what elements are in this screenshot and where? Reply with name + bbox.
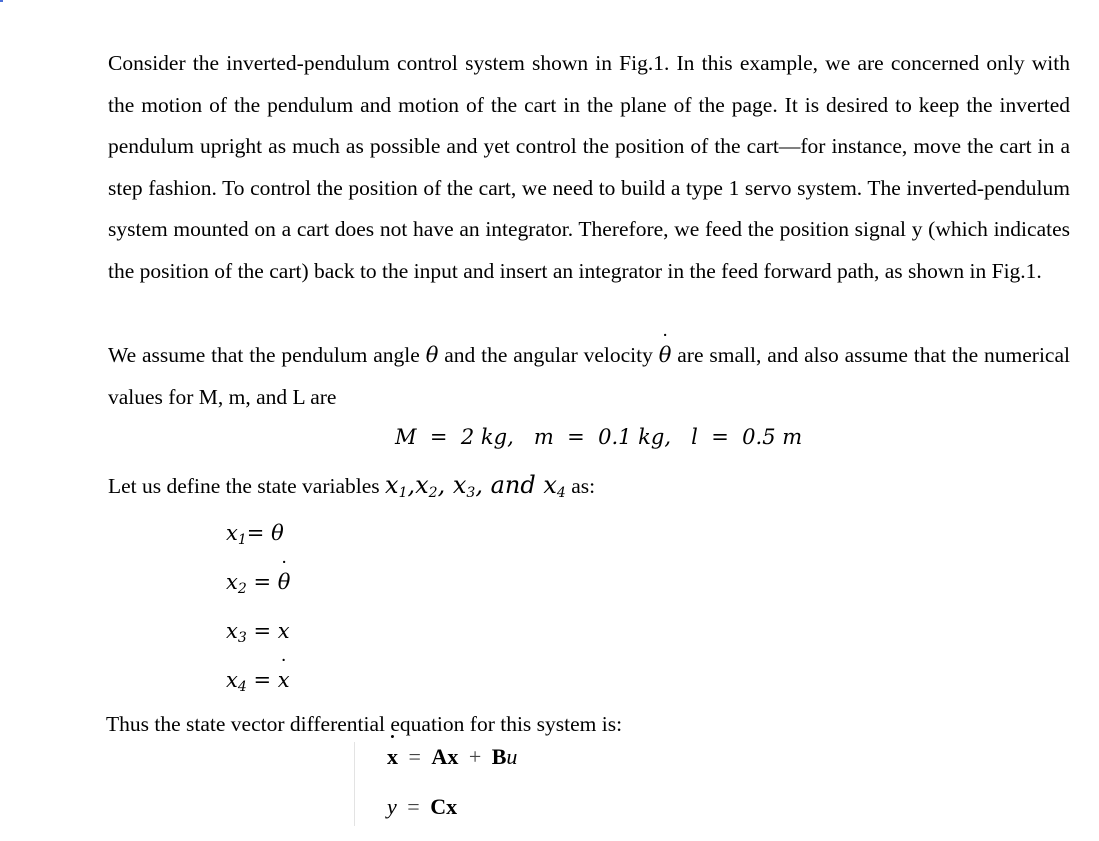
assumption-text-c: are small, and also assume that the numerical values for M, m, and L are bbox=[108, 343, 1070, 409]
state-space-equations bbox=[354, 742, 585, 826]
param-eq-3: = bbox=[711, 425, 729, 449]
sd4-sub: 4 bbox=[237, 679, 247, 695]
define-and: and bbox=[490, 471, 536, 499]
corner-mark bbox=[0, 0, 3, 2]
sd4-rhs: ˙ x bbox=[278, 668, 290, 692]
sd3-rhs: x bbox=[277, 619, 290, 643]
sd2-sub: 2 bbox=[237, 581, 247, 597]
assumption-text-b: and the angular velocity bbox=[438, 343, 659, 367]
eq1-xdot: ˙ x bbox=[387, 744, 398, 770]
assumption-text-a: We assume that the pendulum angle bbox=[108, 343, 426, 367]
sd1-sub: 1 bbox=[237, 532, 247, 548]
output-equation bbox=[387, 794, 457, 820]
theta-dot-symbol: ˙ θ bbox=[659, 335, 672, 377]
state-def-x3 bbox=[226, 619, 290, 646]
sd4-eq: = bbox=[253, 668, 272, 692]
var-x3: x bbox=[452, 471, 467, 499]
eq1-plus: + bbox=[468, 744, 482, 769]
sd3-eq: = bbox=[253, 619, 272, 643]
parameter-values bbox=[395, 425, 802, 449]
param-M-symbol: M bbox=[395, 425, 417, 449]
param-eq-1: = bbox=[429, 425, 448, 449]
param-eq-2: = bbox=[567, 425, 585, 449]
param-m-value: 0.1 kg, bbox=[598, 425, 672, 449]
sd4-x: x bbox=[226, 668, 238, 692]
param-m-symbol: m bbox=[533, 425, 554, 449]
eq2-y: y bbox=[387, 794, 397, 819]
var-x4: x bbox=[543, 471, 557, 499]
param-l-value: 0.5 m bbox=[742, 425, 803, 449]
var-x1: x bbox=[385, 471, 399, 499]
eq2-C: C bbox=[430, 794, 447, 819]
paragraph-assumptions bbox=[108, 335, 1070, 418]
state-def-x2 bbox=[226, 570, 291, 597]
param-l-symbol: l bbox=[691, 425, 698, 449]
eq2-x: x bbox=[446, 794, 458, 819]
theta-symbol: θ bbox=[425, 343, 439, 367]
define-prefix: Let us define the state variables bbox=[108, 474, 386, 498]
sd1-x: x bbox=[226, 521, 238, 545]
eq1-x: x bbox=[447, 744, 459, 769]
sd3-sub: 3 bbox=[237, 630, 247, 646]
state-equation-intro: Thus the state vector differential equation for this system is: bbox=[106, 712, 623, 736]
eq2-equals: = bbox=[407, 794, 420, 819]
var-x2: x bbox=[415, 471, 429, 499]
state-def-x1 bbox=[226, 521, 284, 548]
eq1-equals: = bbox=[408, 744, 421, 769]
sd2-x: x bbox=[226, 570, 238, 594]
sd3-x: x bbox=[226, 619, 238, 643]
sd2-eq: = bbox=[253, 570, 272, 594]
eq1-A: A bbox=[431, 744, 448, 769]
state-equation bbox=[387, 744, 517, 770]
state-variable-intro: Let us define the state variables $x_1,x_2$, $x_3$, and $x_4$ as: bbox=[108, 471, 596, 501]
eq1-u: u bbox=[506, 744, 518, 769]
param-M-value: 2 kg, bbox=[460, 425, 514, 449]
sd1-rhs: θ bbox=[271, 521, 284, 545]
eq1-B: B bbox=[491, 744, 507, 769]
paragraph-intro: Consider the inverted-pendulum control system shown in Fig.1. In this example, we are concerned only with the motion of the pendulum and motion of the cart in the plane of the page. It is desired to keep the inverted pendulum upright as much as possible and yet control the position of the cart—for instance, move the cart in a step fashion. To control the position of the cart, we need to build a type 1 servo system. The inverted-pendulum system mounted on a cart does not have an integrator. Therefore, we feed the position signal y (which indicates the position of the cart) back to the input and insert an integrator in the feed forward path, as shown in Fig.1. bbox=[108, 51, 1070, 283]
state-def-x4 bbox=[226, 668, 290, 695]
define-suffix: as: bbox=[565, 474, 596, 498]
sd2-rhs: ˙ θ bbox=[278, 570, 291, 594]
sd1-eq: = bbox=[246, 521, 265, 545]
